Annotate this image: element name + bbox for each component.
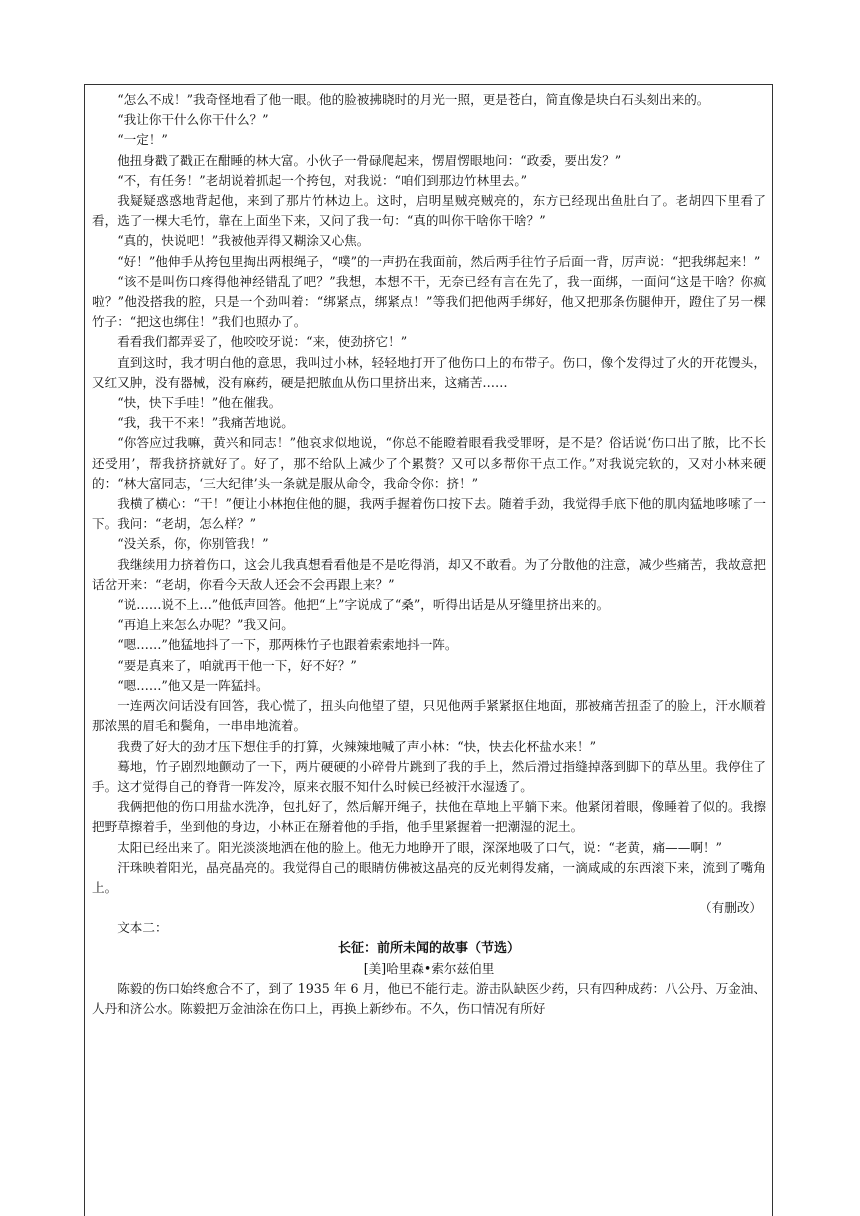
text1-story	[92, 90, 766, 898]
story-paragraph: “真的，快说吧！”我被他弄得又糊涂又心焦。	[117, 233, 370, 249]
story-paragraph: “我让你干什么你干什么？”	[117, 112, 269, 128]
document-body	[92, 90, 766, 1019]
story-paragraph: “嗯……”他猛地抖了一下，那两株竹子也跟着索索地抖一阵。	[117, 637, 458, 653]
story-paragraph: “再追上来怎么办呢？”我又问。	[117, 617, 294, 633]
story-paragraph: 汗珠映着阳光，晶亮晶亮的。我觉得自己的眼睛仿佛被这晶亮的反光刺得发痛，一滴咸咸的东西滚下来，流到了嘴角上。	[92, 859, 766, 895]
story-paragraph: “嗯……”他又是一阵猛抖。	[117, 677, 269, 693]
story-paragraph: “该不是叫伤口疼得他神经错乱了吧？”我想，本想不干，无奈已经有言在先了，我一面绑，一面问“这是干啥？你疯啦？”他没搭我的腔，只是一个劲叫着：“绑紧点，绑紧点！”等我们把他两手绑好，他又把那条伤腿伸开，蹬住了另一棵竹子：“把这也绑住！”我们也照办了。	[92, 273, 766, 330]
story-paragraph: 直到这时，我才明白他的意思，我叫过小林，轻轻地打开了他伤口上的布带子。伤口，像个发得过了火的开花馒头，又红又肿，没有器械，没有麻药，硬是把脓血从伤口里挤出来，这痛苦……	[92, 354, 766, 390]
story-paragraph: “一定！”	[117, 132, 168, 148]
story-paragraph: 我费了好大的劲才压下想住手的打算，火辣辣地喊了声小林：“快，快去化杯盐水来！”	[117, 738, 597, 754]
story-paragraph: 我继续用力挤着伤口，这会儿我真想看看他是不是吃得消，却又不敢看。为了分散他的注意，减少些痛苦，我故意把话岔开来：“老胡，你看今天敌人还会不会再跟上来？”	[92, 556, 766, 592]
text2-label: 文本二：	[117, 920, 168, 936]
story-paragraph: 看看我们都弄妥了，他咬咬牙说：“来，使劲挤它！”	[117, 334, 408, 350]
text2-title: 长征：前所未闻的故事（节选）	[337, 940, 520, 956]
story-paragraph: 一连两次问话没有回答，我心慌了，扭头向他望了望，只见他两手紧紧抠住地面，那被痛苦扭歪了的脸上，汗水顺着那浓黑的眉毛和鬓角，一串串地流着。	[92, 698, 766, 734]
text2-paragraph: 陈毅的伤口始终愈合不了，到了 1935 年 6 月，他已不能行走。游击队缺医少药，只有四种成药：八公丹、万金油、人丹和济公水。陈毅把万金油涂在伤口上，再换上新纱布。不久，伤口情况有所好	[92, 980, 766, 1017]
story-paragraph: 太阳已经出来了。阳光淡淡地洒在他的脸上。他无力地睁开了眼，深深地吸了口气，说：“老黄，痛——啊！”	[117, 839, 722, 855]
story-paragraph: 他扭身戳了戳正在酣睡的林大富。小伙子一骨碌爬起来，愣眉愣眼地问：“政委，要出发？”	[117, 152, 622, 168]
text2-author: [美]哈里森•索尔兹伯里	[363, 960, 495, 976]
story-paragraph: 蓦地，竹子剧烈地颤动了一下，两片硬硬的小碎骨片跳到了我的手上，然后滑过指缝掉落到脚下的草丛里。我停住了手。这才觉得自己的脊背一阵发冷，原来衣服不知什么时候已经被汗水湿透了。	[92, 758, 766, 794]
story-paragraph: “快，快下手哇！”他在催我。	[117, 395, 282, 411]
story-paragraph: 我横了横心：“干！”便让小林抱住他的腿，我两手握着伤口按下去。随着手劲，我觉得手底下他的肌肉猛地哆嗦了一下。我问：“老胡，怎么样？”	[92, 496, 766, 532]
story-paragraph: “没关系，你，你别管我！”	[117, 536, 269, 552]
story-paragraph: “要是真来了，咱就再干他一下，好不好？”	[117, 657, 357, 673]
story-paragraph: 我疑疑惑惑地背起他，来到了那片竹林边上。这时，启明星贼亮贼亮的，东方已经现出鱼肚白了。老胡四下里看了看，选了一棵大毛竹，靠在上面坐下来，又问了我一句：“真的叫你干啥你干啥？”	[92, 193, 766, 229]
story-paragraph: “我，我干不来！”我痛苦地说。	[117, 415, 294, 431]
story-paragraph: “好！”他伸手从挎包里掏出两根绳子，“噗”的一声扔在我面前，然后两手往竹子后面一背，厉声说：“把我绑起来！”	[117, 253, 761, 269]
edit-note: （有删改）	[699, 900, 762, 916]
story-paragraph: 我俩把他的伤口用盐水洗净，包扎好了，然后解开绳子，扶他在草地上平躺下来。他紧闭着眼，像睡着了似的。我擦把野草擦着手，坐到他的身边，小林正在掰着他的手指，他手里紧握着一把潮湿的泥土。	[92, 799, 766, 835]
story-paragraph: “不，有任务！”老胡说着抓起一个挎包，对我说：“咱们到那边竹林里去。”	[117, 172, 528, 188]
story-paragraph: “说……说不上…”他低声回答。他把“上”字说成了“桑”，听得出话是从牙缝里挤出来的。	[117, 597, 610, 613]
story-paragraph: “你答应过我嘛，黄兴和同志！”他哀求似地说，“你总不能瞪着眼看我受罪呀，是不是？俗话说‘伤口出了脓，比不长还受用’，帮我挤挤就好了。好了，那不给队上减少了个累赘？又可以多帮你干点工作。”对我说完软的，又对小林来硬的：“林大富同志，‘三大纪律’头一条就是服从命令，我命令你：挤！”	[92, 435, 766, 491]
story-paragraph: “怎么不成！”我奇怪地看了他一眼。他的脸被拂晓时的月光一照，更是苍白，简直像是块白石头刻出来的。	[117, 92, 710, 107]
